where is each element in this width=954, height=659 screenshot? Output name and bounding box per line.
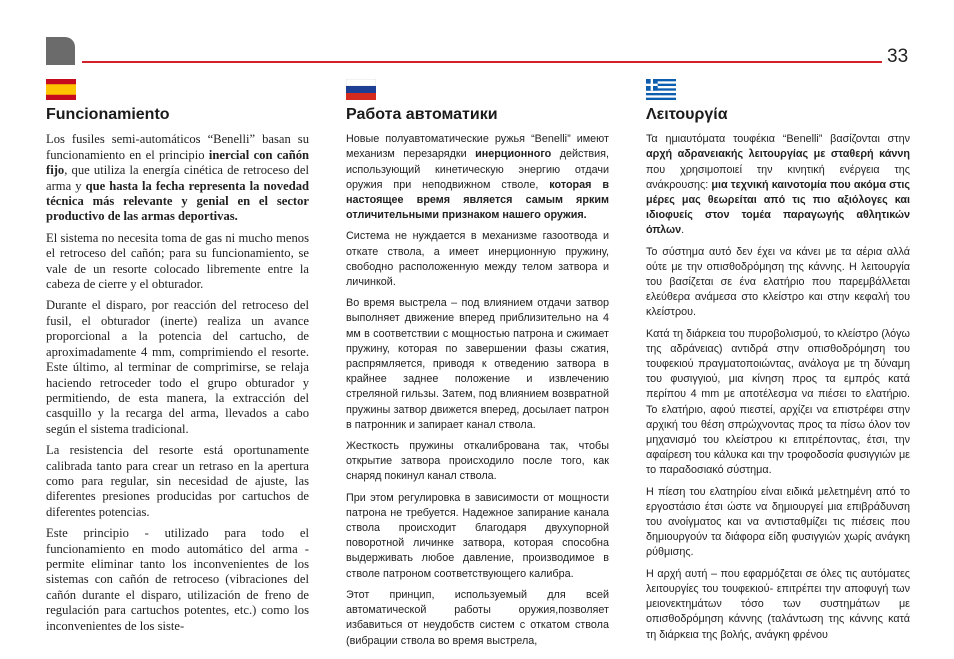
text-run: .	[681, 224, 685, 237]
section-tab	[46, 37, 75, 65]
text-run: που χρησιμοποιεί την κινητική ενέργεια της ανάκρουσης:	[646, 163, 910, 191]
column-spanish	[46, 107, 309, 640]
paragraph-es-3: Durante el disparo, por reacción del retroceso del fusil, el obturador (inerte) realiza un avance proporcional a la potencia del cartucho, de aproximadamente 4 mm, comprimiendo el resorte. Este último, al terminar de comprimirse, se relaja haciendo retroceder todo el grupo obturador y permitiendo, de esta manera, la extracción del casquillo y la recarga del arma, llevados a cabo según el sistema tradicional.	[46, 298, 309, 436]
section-title-gr: Λειτουργία	[646, 106, 728, 123]
header-rule	[82, 61, 882, 63]
paragraph-ru-6: Этот принцип, используемый для всей автоматической работы оружия,позволяет избавиться от неудобств систем с откатом ствола (вибрации ствола во время выстрела,	[346, 588, 609, 647]
paragraph-es-5: Este principio - utilizado para todo el funcionamiento en modo automático del arma - permite eliminar tanto los inconvenientes de los sistemas con cañón de retroceso (vibraciones del cañón durante el disparo, utilización de freno de regulación para cartuchos potentes, etc.) como los inconvenientes de los siste-	[46, 526, 309, 633]
paragraph-es-2: El sistema no necesita toma de gas ni mucho menos el retroceso del cañón; para su funcionamiento, se vale de un resorte colocado libremente entre la cabeza de cierre y el obturador.	[46, 230, 309, 292]
paragraph-ru-4: Жесткость пружины откалибрована так, чтобы открытие затвора происходило после того, как снаряд покинул канал ствола.	[346, 440, 609, 483]
text-run: , que utiliza la energía cinética de retroceso del arma y	[46, 163, 309, 193]
paragraph-gr-2: Το σύστημα αυτό δεν έχει να κάνει με τα αέρια αλλά ούτε με την οπισθοδρόμηση της κάννης. Η λειτουργία του βασίζεται σε ένα ελατήριο που παρεμβάλλεται ελεύθερα ανάμεσα στο κλείστρο και στην κεφαλή του κλείστρου.	[646, 245, 910, 319]
bold-run: αρχή αδρανειακής λειτουργίας με σταθερή κάννη	[646, 148, 910, 161]
bold-run: которая в настоящее время является самым ярким отличительными признаком нашего оружия.	[346, 178, 609, 222]
section-title-es: Funcionamiento	[46, 106, 170, 123]
paragraph-ru-3: Во время выстрела – под влиянием отдачи затвор выполняет движение вперед приблизительно на 4 мм в соответствии с мощностью патрона и сжимает пружину, которая по завершении фазы сжатия, распрямляется, приводя к отведению затвора в крайнее заднее положение и извлечению стреляной гильзы. Затем, под влиянием возвратной пружины затвор движется вперед, досылает патрон в патронник и запирает канал ствола.	[346, 297, 609, 431]
flag-russia-icon	[346, 79, 376, 100]
paragraph-gr-4: Η πίεση του ελατηρίου είναι ειδικά μελετημένη από το εργοστάσιο έτσι ώστε να δημιουργεί μια επιβράδυνση του ανοίγματος και να αντισταθμίζει τις πιέσεις που δημιουργούν τα διάφορα είδη φυσιγγιών χωρίς ανάγκη ρύθμισης.	[646, 485, 910, 559]
text-run: Τα ημιαυτόματα τουφέκια “Benelli” βασίζονται στην	[646, 133, 910, 146]
paragraph-gr-5: Η αρχή αυτή – που εφαρμόζεται σε όλες τις αυτόματες λειτουργίες του τουφεκιού- επιτρέπει την αποφυγή των μειονεκτημάτων τόσο των συστημάτων με οπισθοδρόμηση κάννης (ταλάντωση της κάννης κατά τη διάρκεια της βολής, ανάγκη φρένου	[646, 567, 910, 641]
bold-run: inercial con cañón fijo	[46, 147, 310, 178]
section-title-ru: Работа автоматики	[346, 106, 498, 123]
text-run: Los fusiles semi-automáticos “Benelli” basan su funcionamiento en el principio	[46, 132, 309, 162]
flag-spain-icon	[46, 79, 76, 100]
paragraph-gr-3: Κατά τη διάρκεια του πυροβολισμού, το κλείστρο (λόγω της αδράνειας) αντιδρά στην οπισθοδρόμηση του τουφεκιού πραγματοποιώντας, ανάλογα με τη δύναμη του φυσιγγιού, μια κίνηση προς τα εμπρός κατά περίπου 4 mm με αποτέλεσμα να πιέσει το ελατήριο. Το ελατήριο, αφού πιεστεί, αρχίζει να επιστρέφει στην αρχική του θέση σπρώχνοντας προς τα πίσω όλον τον μηχανισμό του κλείστρου κι επιτρέποντας, έτσι, την αφαίρεση του κάλυκα και την τροφοδοσία φυσιγγιών με το παραδοσιακό σύστημα.	[646, 327, 910, 477]
paragraph-ru-5: При этом регулировка в зависимости от мощности патрона не требуется. Надежное запирание канала ствола происходит благодаря двухупорной поворотной личинке затвора, которая способна выдерживать любое давление, производимое в стволе патроном соответствующего калибра.	[346, 491, 609, 580]
paragraph-gr-1	[646, 132, 910, 238]
bold-run: que hasta la fecha representa la novedad técnica más relevante y genial en el sector productivo de las armas deportivas.	[46, 178, 310, 224]
flag-greece-icon	[646, 79, 676, 100]
paragraph-ru-1	[346, 132, 609, 223]
text-run: Новые полуавтоматические ружья “Benelli” имеют механизм перезарядки	[346, 133, 609, 161]
page-number: 33	[887, 46, 909, 67]
bold-run: инерционного	[475, 148, 552, 161]
column-russian	[346, 107, 609, 655]
paragraph-ru-2: Система не нуждается в механизме газоотвода и откате ствола, а имеет инерционную пружину, свободно расположенную между телом затвора и личинкой.	[346, 230, 609, 289]
bold-run: μια τεχνική καινοτομία που ακόμα στις μέρες μας θεωρείται από τις πιο αξιόλογες και ιδιοφυείς στον τομέα παραγωγής αθλητικών όπλων	[646, 178, 910, 237]
paragraph-es-1	[46, 132, 309, 224]
text-run: действия, использующий кинетическую энергию отдачи оружия при неподвижном стволе,	[346, 148, 610, 191]
paragraph-es-4: La resistencia del resorte está oportunamente calibrada tanto para crear un retraso en la apertura como para regular, sin necesidad de ajuste, las diferentes presiones producidas por cartuchos de diferentes potencias.	[46, 443, 309, 519]
column-greek	[646, 107, 910, 649]
